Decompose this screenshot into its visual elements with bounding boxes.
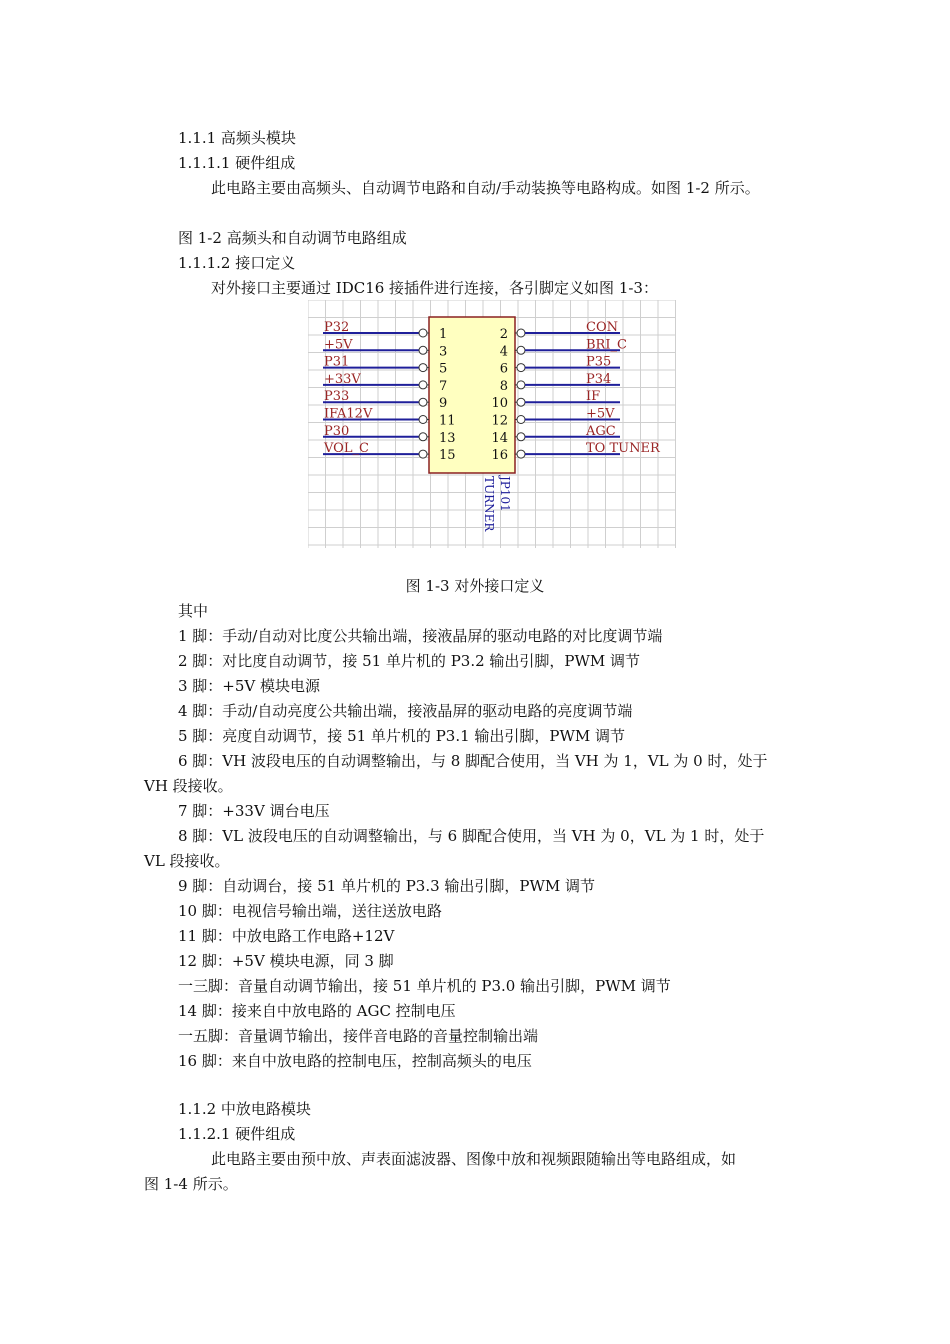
pin-terminal	[517, 346, 525, 354]
pin-description: 一五脚：音量调节输出，接伴音电路的音量控制输出端	[178, 1027, 539, 1045]
pin-terminal	[419, 364, 427, 372]
pin-terminal	[517, 364, 525, 372]
net-label-left: VOL_C	[324, 441, 369, 457]
net-label-left: P31	[324, 354, 350, 370]
paragraph-hardware: 此电路主要由高频头、自动调节电路和自动/手动装换等电路构成。如图 1-2 所示。	[211, 179, 760, 197]
net-label-right: TO TUNER	[586, 441, 660, 457]
heading-1-1-2: 1.1.2 中放电路模块	[178, 1100, 311, 1118]
part-name: TURNER	[482, 476, 496, 532]
pin-number-right: 14	[491, 430, 508, 446]
pin-number-right: 6	[499, 361, 508, 377]
pin-terminal	[517, 398, 525, 406]
net-label-right: AGC	[586, 423, 616, 439]
net-label-right: P35	[586, 354, 612, 370]
pin-number-right: 2	[499, 327, 508, 342]
net-label-left: IFA12V	[324, 406, 373, 422]
pin-number-right: 16	[491, 448, 508, 464]
pin-description: 10 脚：电视信号输出端，送往送放电路	[178, 902, 442, 920]
pin-terminal	[517, 329, 525, 337]
net-label-left: +5V	[324, 337, 353, 353]
pin-description: 7 脚：+33V 调台电压	[178, 802, 330, 820]
pin-description: 9 脚：自动调台，接 51 单片机的 P3.3 输出引脚，PWM 调节	[178, 877, 596, 895]
pin-description: 14 脚：接来自中放电路的 AGC 控制电压	[178, 1002, 456, 1020]
pin-description-continued: VH 段接收。	[144, 777, 233, 795]
pin-description: 4 脚：手动/自动亮度公共输出端，接液晶屏的驱动电路的亮度调节端	[178, 702, 633, 720]
net-label-left: P30	[324, 423, 350, 439]
pin-number-right: 12	[491, 413, 508, 429]
designator: JP101	[498, 476, 512, 512]
pin-terminal	[419, 398, 427, 406]
pin-terminal	[419, 381, 427, 389]
pin-description: 11 脚：中放电路工作电路+12V	[178, 927, 395, 945]
pin-terminal	[419, 329, 427, 337]
pin-number-left: 1	[439, 327, 448, 342]
pin-description: 6 脚：VH 波段电压的自动调整输出，与 8 脚配合使用，当 VH 为 1，VL 为 0 时，处于	[178, 752, 768, 770]
pin-description: 16 脚：来自中放电路的控制电压，控制高频头的电压	[178, 1052, 532, 1070]
pin-number-left: 11	[439, 413, 456, 429]
pin-number-right: 8	[499, 378, 508, 394]
pin-terminal	[419, 346, 427, 354]
net-label-right: +5V	[586, 406, 615, 422]
paragraph-interface: 对外接口主要通过 IDC16 接插件进行连接，各引脚定义如图 1-3：	[211, 279, 658, 297]
pin-number-left: 13	[439, 430, 456, 446]
pin-terminal	[517, 433, 525, 441]
heading-1-1-1-1: 1.1.1.1 硬件组成	[178, 154, 296, 172]
pin-number-right: 4	[499, 344, 508, 360]
net-label-right: BRI_C	[586, 337, 627, 353]
pin-description: 3 脚：+5V 模块电源	[178, 677, 321, 695]
net-label-left: P32	[324, 320, 350, 335]
net-label-right: CON	[586, 320, 618, 335]
pin-number-left: 5	[439, 361, 448, 377]
paragraph-if-hardware-b: 图 1-4 所示。	[144, 1175, 238, 1193]
pin-number-right: 10	[491, 396, 508, 412]
pin-description: 2 脚：对比度自动调节，接 51 单片机的 P3.2 输出引脚，PWM 调节	[178, 652, 641, 670]
figure-1-2-caption: 图 1-2 高频头和自动调节电路组成	[178, 229, 407, 247]
pin-terminal	[419, 416, 427, 424]
pin-description: 5 脚：亮度自动调节，接 51 单片机的 P3.1 输出引脚，PWM 调节	[178, 727, 626, 745]
net-label-right: IF	[586, 389, 601, 405]
pin-description: 8 脚：VL 波段电压的自动调整输出，与 6 脚配合使用，当 VH 为 0，VL 为 1 时，处于	[178, 827, 765, 845]
heading-1-1-1-2: 1.1.1.2 接口定义	[178, 254, 296, 272]
pin-number-left: 9	[439, 396, 448, 412]
heading-1-1-1: 1.1.1 高频头模块	[178, 129, 296, 147]
heading-1-1-2-1: 1.1.2.1 硬件组成	[178, 1125, 296, 1143]
pin-number-left: 15	[439, 448, 456, 464]
net-label-right: P34	[586, 371, 612, 387]
figure-1-3-caption: 图 1-3 对外接口定义	[405, 577, 545, 595]
among-label: 其中	[178, 602, 209, 620]
net-label-left: P33	[324, 389, 350, 405]
pin-terminal	[419, 433, 427, 441]
pin-description: 12 脚：+5V 模块电源，同 3 脚	[178, 952, 394, 970]
pin-terminal	[419, 450, 427, 458]
connector-schematic	[308, 300, 676, 548]
pin-terminal	[517, 381, 525, 389]
pin-terminal	[517, 416, 525, 424]
pin-number-left: 7	[439, 378, 448, 394]
pin-description-continued: VL 段接收。	[144, 852, 230, 870]
pin-description: 1 脚：手动/自动对比度公共输出端，接液晶屏的驱动电路的对比度调节端	[178, 627, 663, 645]
paragraph-if-hardware-a: 此电路主要由预中放、声表面滤波器、图像中放和视频跟随输出等电路组成，如	[211, 1150, 737, 1168]
net-label-left: +33V	[324, 371, 361, 387]
pin-number-left: 3	[439, 344, 448, 360]
pin-terminal	[517, 450, 525, 458]
pin-description: 一三脚：音量自动调节输出，接 51 单片机的 P3.0 输出引脚，PWM 调节	[178, 977, 671, 995]
